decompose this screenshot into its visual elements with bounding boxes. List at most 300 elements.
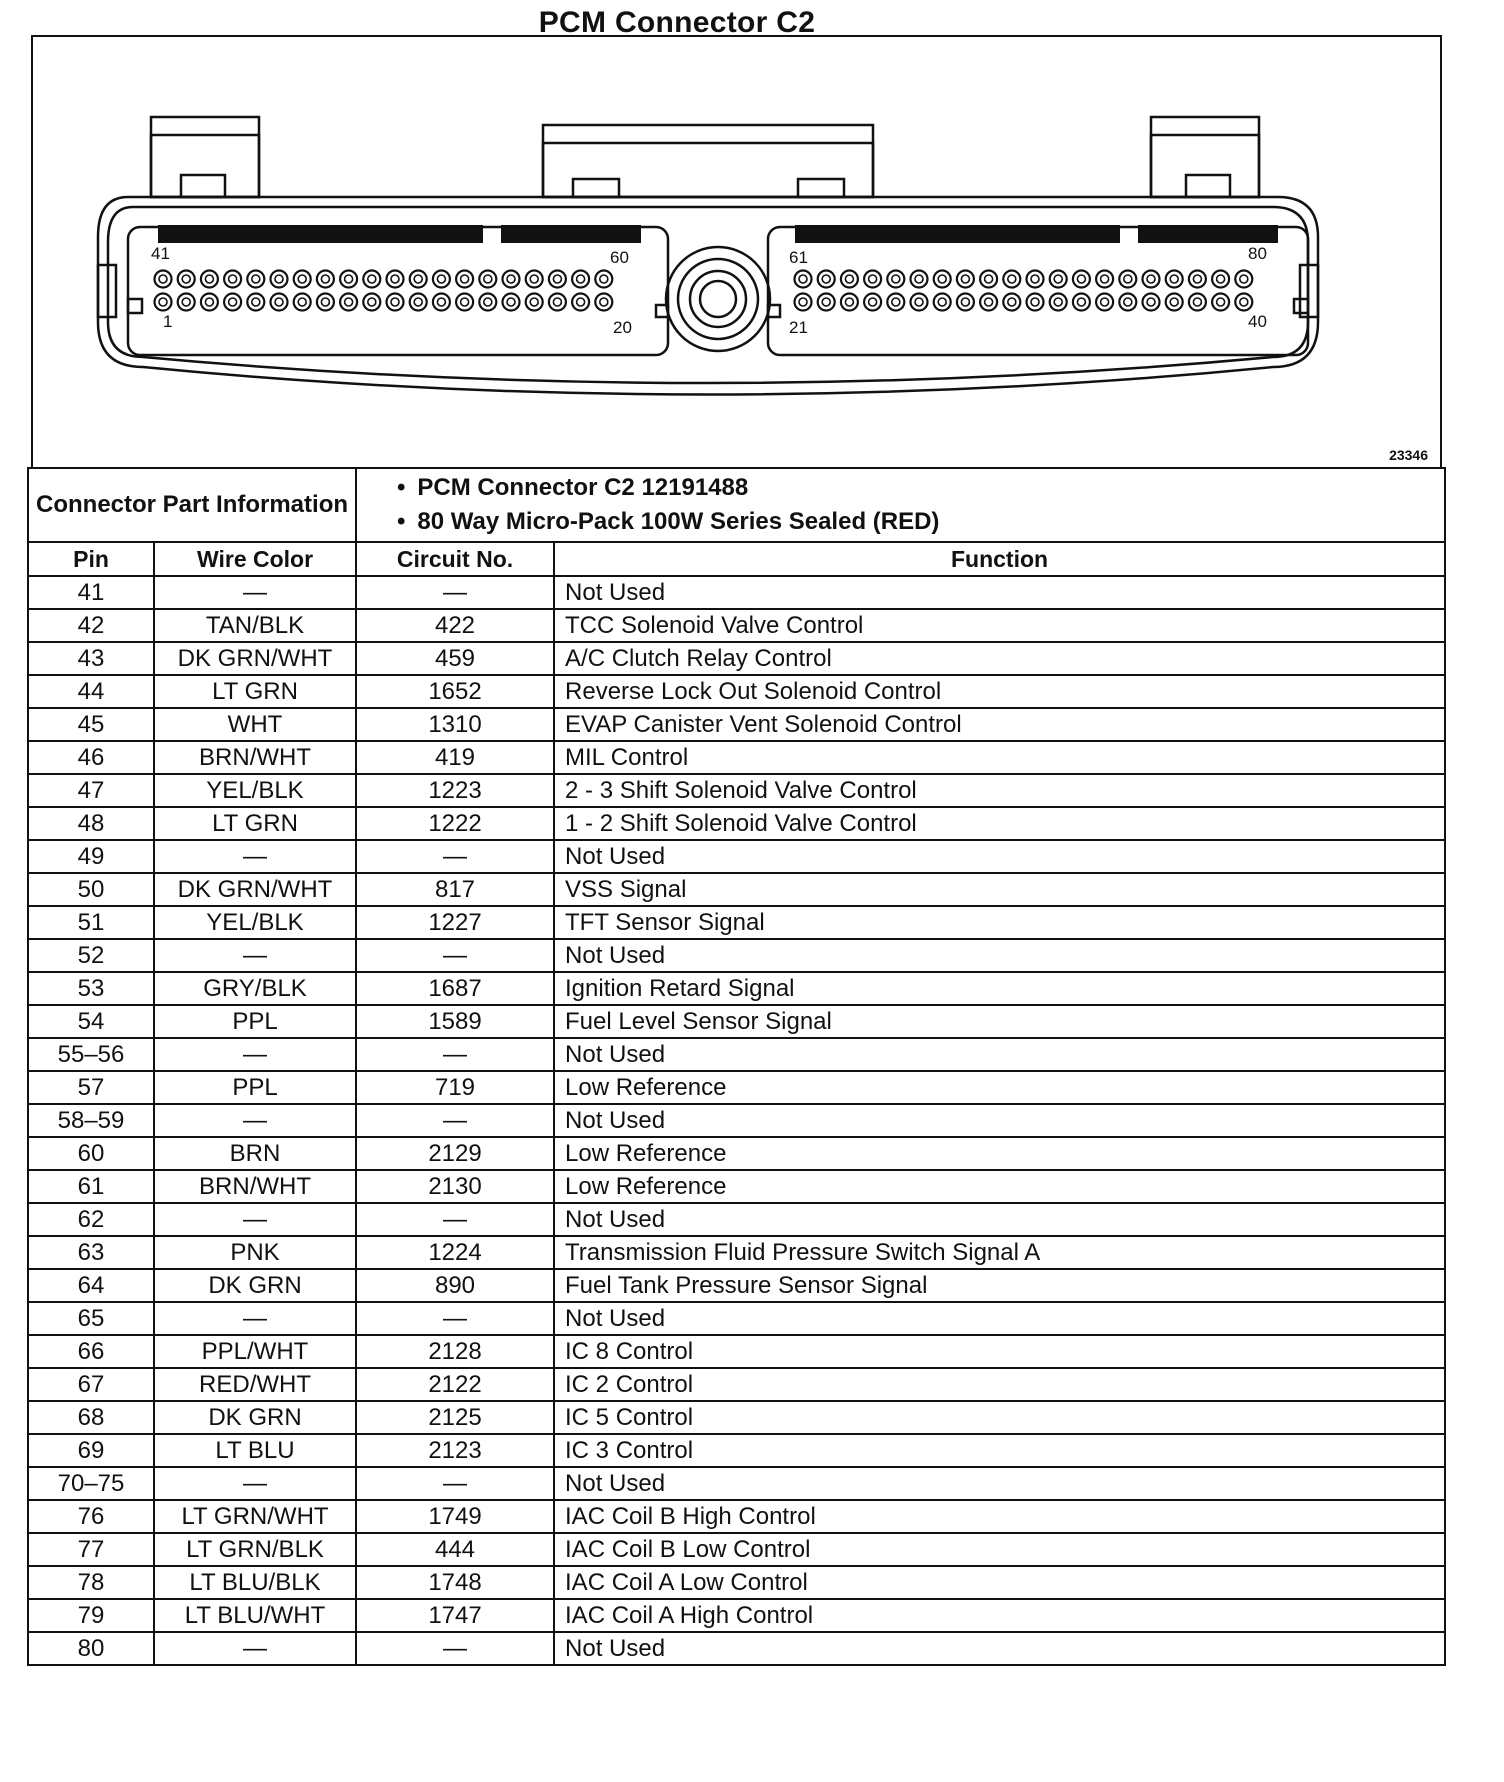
pin-hole-inner [159,298,167,306]
pin-hole [841,271,858,288]
circuit-cell: 419 [356,741,554,774]
pin-hole [340,271,357,288]
circuit-cell: 817 [356,873,554,906]
pin-cell: 78 [28,1566,154,1599]
table-row [28,1269,1445,1302]
pin-hole [155,271,172,288]
function-cell: MIL Control [554,741,1445,774]
wire-color-cell: GRY/BLK [154,972,356,1005]
pin-hole [1073,294,1090,311]
pin-hole [595,294,612,311]
pin-hole [363,294,380,311]
pin-hole [1096,294,1113,311]
connector-info-item: • PCM Connector C2 12191488 [397,471,1444,505]
pin-hole [980,294,997,311]
pin-hole [549,294,566,311]
pin-cell: 67 [28,1368,154,1401]
pin-hole [1212,271,1229,288]
pin-cell: 65 [28,1302,154,1335]
pin-hole [1119,294,1136,311]
pin-hole [1166,271,1183,288]
wire-color-cell: TAN/BLK [154,609,356,642]
pin-cell: 48 [28,807,154,840]
pin-label-40: 40 [1248,312,1267,331]
pin-hole [911,271,928,288]
pin-hole [1143,271,1160,288]
pin-hole [1143,294,1160,311]
table-row [28,642,1445,675]
circuit-cell: — [356,576,554,609]
pin-hole-inner [1054,275,1062,283]
function-cell: Fuel Level Sensor Signal [554,1005,1445,1038]
pin-table [27,467,1446,1666]
pin-cell: 41 [28,576,154,609]
pin-hole-inner [1008,275,1016,283]
pin-hole [980,271,997,288]
function-cell: IC 2 Control [554,1368,1445,1401]
pin-cell: 44 [28,675,154,708]
pin-hole-inner [391,298,399,306]
pin-hole-inner [368,298,376,306]
pin-hole [340,294,357,311]
pin-hole [294,271,311,288]
function-cell: VSS Signal [554,873,1445,906]
pin-hole [549,271,566,288]
pin-hole-inner [182,275,190,283]
pin-hole [503,271,520,288]
circuit-cell: 2125 [356,1401,554,1434]
pin-hole-inner [961,298,969,306]
function-cell: Low Reference [554,1071,1445,1104]
pin-hole [1027,294,1044,311]
pin-hole-inner [985,298,993,306]
pin-cell: 69 [28,1434,154,1467]
pin-hole [887,294,904,311]
table-row [28,1632,1445,1665]
circuit-cell: — [356,939,554,972]
pin-hole-inner [892,298,900,306]
connector-info-label: Connector Part Information [28,468,356,542]
pin-cell: 76 [28,1500,154,1533]
function-cell: IC 5 Control [554,1401,1445,1434]
circuit-cell: 444 [356,1533,554,1566]
pin-cell: 58–59 [28,1104,154,1137]
function-cell: Fuel Tank Pressure Sensor Signal [554,1269,1445,1302]
pin-hole [887,271,904,288]
pin-hole [387,271,404,288]
wire-color-cell: YEL/BLK [154,906,356,939]
pin-cell: 46 [28,741,154,774]
pin-hole-inner [507,275,515,283]
circuit-cell: 2123 [356,1434,554,1467]
circuit-cell: — [356,1302,554,1335]
function-cell: Not Used [554,1302,1445,1335]
pin-hole [433,271,450,288]
pin-hole [818,294,835,311]
pin-hole-inner [1077,275,1085,283]
circuit-cell: 1589 [356,1005,554,1038]
circuit-cell: 2122 [356,1368,554,1401]
wire-color-cell: — [154,1467,356,1500]
pin-hole [864,294,881,311]
wire-color-cell: DK GRN/WHT [154,873,356,906]
pin-hole-inner [1124,298,1132,306]
pin-hole-inner [159,275,167,283]
function-cell: Not Used [554,840,1445,873]
circuit-cell: 1224 [356,1236,554,1269]
pin-hole [247,271,264,288]
pin-hole [271,271,288,288]
pin-hole [456,294,473,311]
pin-cell: 61 [28,1170,154,1203]
pin-cell: 62 [28,1203,154,1236]
pin-label-1: 1 [163,312,173,331]
circuit-cell: 459 [356,642,554,675]
circuit-cell: 1223 [356,774,554,807]
function-cell: A/C Clutch Relay Control [554,642,1445,675]
pin-hole-inner [252,298,260,306]
pin-hole [1073,271,1090,288]
table-row [28,1500,1445,1533]
pin-cell: 51 [28,906,154,939]
function-cell: IAC Coil B High Control [554,1500,1445,1533]
pin-hole-inner [822,298,830,306]
table-row [28,1566,1445,1599]
pin-hole-inner [869,275,877,283]
wire-color-cell: PPL [154,1005,356,1038]
table-row [28,1335,1445,1368]
pin-hole-inner [577,298,585,306]
connector-info-item: • 80 Way Micro-Pack 100W Series Sealed (RED) [397,505,1444,539]
pin-hole-inner [553,275,561,283]
circuit-cell: 422 [356,609,554,642]
pin-hole [795,271,812,288]
circuit-cell: 1687 [356,972,554,1005]
wire-color-cell: — [154,1632,356,1665]
wire-color-cell: — [154,1038,356,1071]
function-cell: IAC Coil A Low Control [554,1566,1445,1599]
table-row [28,1467,1445,1500]
pin-hole-inner [345,275,353,283]
pin-hole [1166,294,1183,311]
pin-hole-inner [938,298,946,306]
table-row [28,1005,1445,1038]
pin-hole [410,294,427,311]
table-row [28,576,1445,609]
pin-hole [387,294,404,311]
pin-hole-inner [321,298,329,306]
pin-hole [317,271,334,288]
pin-hole [841,294,858,311]
function-cell: Not Used [554,1104,1445,1137]
wire-color-cell: PPL/WHT [154,1335,356,1368]
pin-cell: 50 [28,873,154,906]
table-row [28,1137,1445,1170]
wire-color-cell: LT GRN/BLK [154,1533,356,1566]
pin-hole-inner [1124,275,1132,283]
pin-label-21: 21 [789,318,808,337]
pin-hole-inner [600,298,608,306]
pin-hole [1189,271,1206,288]
pin-hole [178,271,195,288]
pin-cell: 79 [28,1599,154,1632]
pin-hole [224,271,241,288]
function-cell: 2 - 3 Shift Solenoid Valve Control [554,774,1445,807]
pin-hole-inner [1193,275,1201,283]
pin-hole [795,294,812,311]
wire-color-cell: DK GRN/WHT [154,642,356,675]
pin-hole-inner [1170,298,1178,306]
circuit-cell: 1748 [356,1566,554,1599]
pin-hole-inner [799,275,807,283]
table-row [28,675,1445,708]
pin-cell: 77 [28,1533,154,1566]
pin-label-20: 20 [613,318,632,337]
column-header-wire-color: Wire Color [154,542,356,576]
circuit-cell: — [356,1203,554,1236]
circuit-cell: 1652 [356,675,554,708]
function-cell: TCC Solenoid Valve Control [554,609,1445,642]
pin-hole [572,271,589,288]
table-row [28,1236,1445,1269]
pin-hole [1235,271,1252,288]
circuit-cell: 2129 [356,1137,554,1170]
pin-cell: 47 [28,774,154,807]
pin-hole [155,294,172,311]
circuit-cell: — [356,1104,554,1137]
connector-info-list [356,468,1445,542]
table-row [28,741,1445,774]
pin-cell: 54 [28,1005,154,1038]
pin-hole-inner [869,298,877,306]
function-cell: Transmission Fluid Pressure Switch Signal A [554,1236,1445,1269]
pin-hole-inner [229,298,237,306]
circuit-cell: 1310 [356,708,554,741]
wire-color-cell: LT BLU/WHT [154,1599,356,1632]
pin-hole [201,271,218,288]
pin-hole-inner [1031,298,1039,306]
pin-hole-inner [182,298,190,306]
pin-hole [410,271,427,288]
connector-info-row [28,468,1445,542]
table-row [28,1401,1445,1434]
pin-hole-inner [368,275,376,283]
connector-illustration [33,37,1440,469]
pin-hole [503,294,520,311]
page-title: PCM Connector C2 [538,6,816,39]
table-row [28,906,1445,939]
table-row [28,1533,1445,1566]
pin-hole-inner [1217,275,1225,283]
pin-cell: 52 [28,939,154,972]
pin-hole-inner [507,298,515,306]
table-row [28,774,1445,807]
pin-hole-inner [414,298,422,306]
wire-color-cell: LT GRN [154,675,356,708]
pin-hole [271,294,288,311]
column-header-function: Function [554,542,1445,576]
table-row [28,873,1445,906]
wire-color-cell: YEL/BLK [154,774,356,807]
function-cell: Not Used [554,576,1445,609]
function-cell: Not Used [554,1467,1445,1500]
pin-hole-inner [892,275,900,283]
wire-color-cell: LT GRN [154,807,356,840]
pin-hole [456,271,473,288]
pin-cell: 57 [28,1071,154,1104]
pin-hole [201,294,218,311]
pin-hole-inner [205,298,213,306]
wire-color-cell: BRN/WHT [154,741,356,774]
wire-color-cell: BRN/WHT [154,1170,356,1203]
pin-hole-inner [252,275,260,283]
pin-hole [818,271,835,288]
pin-cell: 45 [28,708,154,741]
pin-cell: 53 [28,972,154,1005]
column-header-pin: Pin [28,542,154,576]
pin-cell: 43 [28,642,154,675]
pin-hole [294,294,311,311]
pin-hole-inner [577,275,585,283]
circuit-cell: — [356,1632,554,1665]
table-row [28,807,1445,840]
pin-hole [1027,271,1044,288]
pin-label-60: 60 [610,248,629,267]
pin-cell: 68 [28,1401,154,1434]
circuit-cell: 1227 [356,906,554,939]
pin-hole-inner [1054,298,1062,306]
wire-color-cell: — [154,576,356,609]
pin-hole-inner [298,275,306,283]
function-cell: 1 - 2 Shift Solenoid Valve Control [554,807,1445,840]
pin-cell: 64 [28,1269,154,1302]
pin-cell: 70–75 [28,1467,154,1500]
function-cell: TFT Sensor Signal [554,906,1445,939]
table-row [28,1599,1445,1632]
wire-color-cell: DK GRN [154,1269,356,1302]
wire-color-cell: BRN [154,1137,356,1170]
column-header-circuit: Circuit No. [356,542,554,576]
pin-hole-inner [553,298,561,306]
table-row [28,972,1445,1005]
pin-label-80: 80 [1248,244,1267,263]
pin-hole-inner [1101,298,1109,306]
wire-color-cell: DK GRN [154,1401,356,1434]
function-cell: Not Used [554,1038,1445,1071]
pin-hole [1119,271,1136,288]
wire-color-cell: PNK [154,1236,356,1269]
pin-hole [934,271,951,288]
table-row [28,1104,1445,1137]
pin-hole-inner [1008,298,1016,306]
pin-hole-inner [1031,275,1039,283]
pin-hole [864,271,881,288]
pin-hole [479,294,496,311]
pin-hole-inner [275,275,283,283]
wire-color-cell: LT BLU [154,1434,356,1467]
figure-number: 23346 [1389,447,1428,463]
pin-hole-inner [961,275,969,283]
function-cell: Low Reference [554,1170,1445,1203]
pin-hole [572,294,589,311]
pin-cell: 66 [28,1335,154,1368]
pin-hole-inner [229,275,237,283]
wire-color-cell: RED/WHT [154,1368,356,1401]
circuit-cell: — [356,1038,554,1071]
function-cell: Low Reference [554,1137,1445,1170]
pin-hole-inner [530,298,538,306]
function-cell: IAC Coil B Low Control [554,1533,1445,1566]
table-row [28,1368,1445,1401]
pin-hole [479,271,496,288]
pin-hole-inner [1147,275,1155,283]
pin-hole-inner [1193,298,1201,306]
function-cell: EVAP Canister Vent Solenoid Control [554,708,1445,741]
function-cell: Not Used [554,1203,1445,1236]
connector-figure [31,35,1442,467]
pin-hole [363,271,380,288]
pin-hole-inner [461,298,469,306]
pin-hole [1003,271,1020,288]
pin-hole-inner [275,298,283,306]
pin-hole-inner [205,275,213,283]
circuit-cell: 2128 [356,1335,554,1368]
pin-hole [957,271,974,288]
table-row [28,1170,1445,1203]
pin-hole [317,294,334,311]
pin-cell: 42 [28,609,154,642]
pin-cell: 80 [28,1632,154,1665]
pin-hole [1235,294,1252,311]
pin-hole-inner [1077,298,1085,306]
circuit-cell: — [356,840,554,873]
pin-cell: 55–56 [28,1038,154,1071]
pin-hole-inner [414,275,422,283]
wire-color-cell: — [154,939,356,972]
pin-hole-inner [1217,298,1225,306]
pin-hole-inner [985,275,993,283]
wire-color-cell: — [154,1203,356,1236]
table-row [28,939,1445,972]
wire-color-cell: WHT [154,708,356,741]
wire-color-cell: — [154,1302,356,1335]
pin-hole-inner [484,275,492,283]
pin-hole-inner [915,275,923,283]
pin-hole-inner [600,275,608,283]
function-cell: IC 8 Control [554,1335,1445,1368]
table-row [28,1071,1445,1104]
circuit-cell: 2130 [356,1170,554,1203]
table-row [28,840,1445,873]
circuit-cell: 1222 [356,807,554,840]
pin-hole [433,294,450,311]
pin-hole-inner [799,298,807,306]
pin-hole-inner [437,298,445,306]
pin-hole-inner [1170,275,1178,283]
function-cell: Reverse Lock Out Solenoid Control [554,675,1445,708]
function-cell: Not Used [554,939,1445,972]
pin-hole-inner [461,275,469,283]
pin-hole-inner [1147,298,1155,306]
pin-hole [224,294,241,311]
pin-hole [526,294,543,311]
circuit-cell: 719 [356,1071,554,1104]
pin-hole-inner [1240,298,1248,306]
function-cell: IC 3 Control [554,1434,1445,1467]
pin-hole [247,294,264,311]
pin-hole [178,294,195,311]
pin-hole-inner [845,275,853,283]
